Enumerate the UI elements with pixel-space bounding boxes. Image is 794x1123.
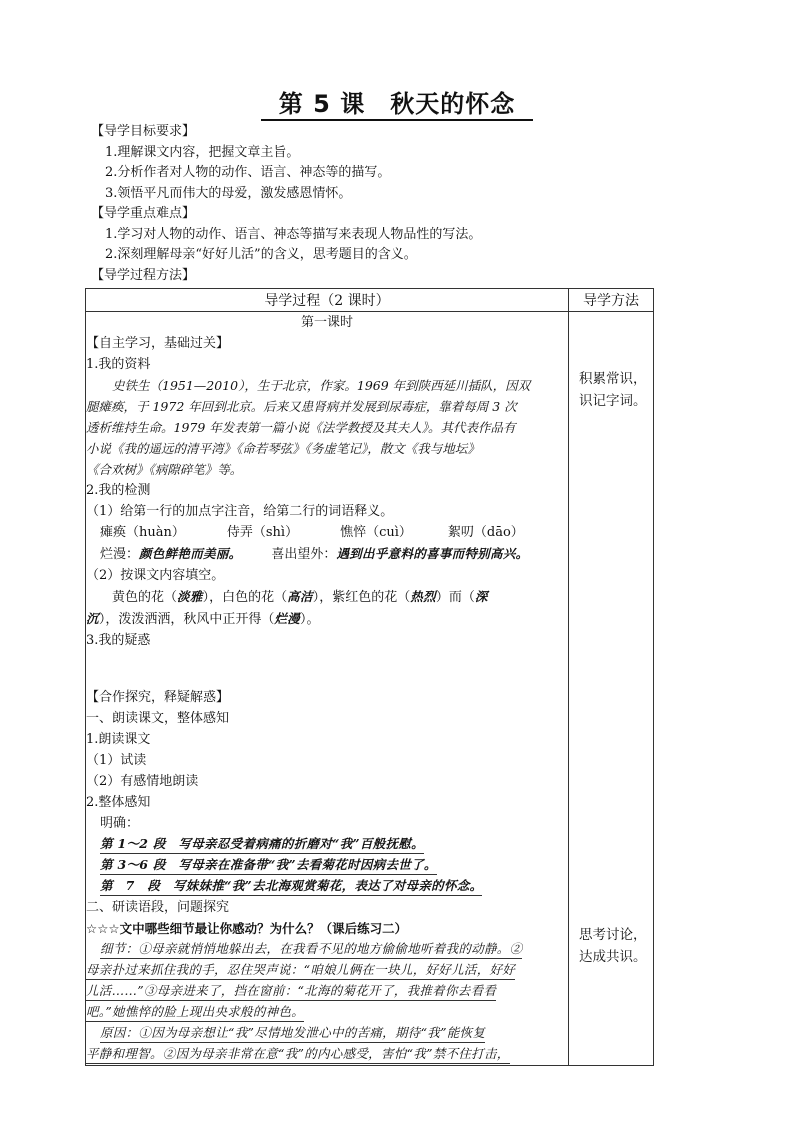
fill-answer: 热烈 bbox=[410, 589, 436, 604]
definition-answer: 颜色鲜艳而美丽。 bbox=[139, 546, 242, 561]
detail-line bbox=[86, 981, 568, 1002]
section-heading: 【合作探究，释疑解惑】 bbox=[86, 690, 230, 705]
definition-word: 喜出望外： bbox=[271, 547, 337, 562]
subheading: 3.我的疑惑 bbox=[86, 633, 151, 648]
goal-item: 3.领悟平凡而伟大的母爱，激发感恩情怀。 bbox=[105, 185, 352, 201]
list-item: （2）有感情地朗读 bbox=[86, 774, 199, 789]
subheading: 2.我的检测 bbox=[86, 483, 151, 498]
definition-word: 烂漫： bbox=[100, 547, 140, 562]
pinyin-item: 憔悴（cuì） bbox=[340, 525, 412, 540]
fill-answer: 深 bbox=[474, 589, 488, 604]
subheading: 2.整体感知 bbox=[86, 795, 151, 810]
pinyin-row bbox=[86, 522, 568, 543]
definition-answer: 遇到出乎意料的喜事而特别高兴。 bbox=[336, 546, 529, 561]
detail-line bbox=[86, 960, 568, 981]
key-point-item: 1.学习对人物的动作、语言、神态等描写来表现人物品性的写法。 bbox=[105, 226, 482, 242]
pinyin-item: 絮叨（dāo） bbox=[447, 525, 524, 540]
list-item: （1）试读 bbox=[86, 753, 147, 768]
process-heading: 【导学过程方法】 bbox=[91, 267, 196, 283]
question: （1）给第一行的加点字注音，给第二行的词语释义。 bbox=[86, 504, 394, 519]
fill-answer: 烂漫 bbox=[274, 611, 300, 626]
fill-answer: 淡雅 bbox=[177, 589, 203, 604]
method-line: 识记字词。 bbox=[579, 393, 647, 409]
method-line: 思考讨论， bbox=[579, 927, 647, 943]
process-cell bbox=[86, 312, 569, 1066]
blank-space bbox=[86, 651, 568, 687]
part-heading: 一、朗读课文，整体感知 bbox=[86, 711, 230, 726]
summary-text: 第 1～2 段 写母亲忍受着病痛的折磨对“我”百般抚慰。 bbox=[100, 835, 424, 854]
pinyin-item: 瘫痪（huàn） bbox=[100, 525, 185, 540]
detail-text: 细节：①母亲就悄悄地躲出去，在我看不见的地方偷偷地听着我的动静。② bbox=[100, 940, 522, 959]
fill-text: ）。 bbox=[299, 612, 320, 627]
lesson-label: 第一课时 bbox=[300, 315, 353, 330]
fill-answer: 沉 bbox=[86, 611, 99, 626]
detail-text: 吧。”她憔悴的脸上现出央求般的神色。 bbox=[86, 1003, 304, 1022]
method-cell bbox=[569, 312, 654, 1066]
key-point-item: 2.深刻理解母亲“好好儿活”的含义，思考题目的含义。 bbox=[105, 247, 417, 262]
guide-table bbox=[85, 288, 654, 1066]
summary-line bbox=[86, 855, 568, 876]
summary-text: 第 3～6 段 写母亲在准备带“我”去看菊花时因病去世了。 bbox=[100, 856, 437, 875]
col-header-process: 导学过程（2 课时） bbox=[86, 289, 569, 312]
summary-text: 第 7 段 写妹妹推“我”去北海观赏菊花，表达了对母亲的怀念。 bbox=[100, 877, 482, 896]
subheading: 1.朗读课文 bbox=[86, 732, 151, 747]
key-points-heading: 【导学重点难点】 bbox=[91, 206, 196, 221]
pinyin-item: 侍弄（shì） bbox=[226, 525, 299, 540]
col-header-method: 导学方法 bbox=[569, 289, 654, 312]
method-line: 达成共识。 bbox=[579, 949, 647, 965]
method-note bbox=[579, 924, 647, 968]
bio-line: 腿瘫痪，于 1972 年回到北京。后来又患肾病并发展到尿毒症，靠着每周 3 次 bbox=[86, 399, 517, 414]
goals-heading: 【导学目标要求】 bbox=[91, 124, 196, 139]
subheading: 1.我的资料 bbox=[86, 357, 151, 372]
fill-text: ），白色的花（ bbox=[202, 590, 288, 605]
reason-line bbox=[86, 1044, 568, 1065]
author-bio bbox=[86, 375, 568, 480]
fill-text: 黄色的花（ bbox=[112, 590, 178, 605]
detail-text: 儿活……”③母亲进来了，挡在窗前：“北海的菊花开了，我推着你去看看 bbox=[86, 982, 496, 1001]
section-heading: 【自主学习，基础过关】 bbox=[86, 336, 230, 351]
goal-item: 2.分析作者对人物的动作、语言、神态等的描写。 bbox=[105, 165, 391, 180]
method-line: 积累常识， bbox=[579, 371, 647, 387]
reason-text: 原因：①因为母亲想让“我”尽情地发泄心中的苦痛，期待“我”能恢复 bbox=[100, 1024, 485, 1043]
reason-line bbox=[86, 1023, 568, 1044]
fill-text: ）而（ bbox=[435, 590, 475, 605]
reason-text: 平静和理智。②因为母亲非常在意“我”的内心感受，害怕“我”禁不住打击， bbox=[86, 1045, 510, 1064]
detail-text: 母亲扑过来抓住我的手，忍住哭声说：“咱娘儿俩在一块儿，好好儿活，好好 bbox=[86, 961, 515, 980]
fill-line bbox=[86, 586, 568, 608]
bio-line: 史铁生（1951—2010），生于北京，作家。1969 年到陕西延川插队，因双 bbox=[112, 378, 531, 393]
fill-text: ），紫红色的花（ bbox=[312, 590, 411, 605]
bio-line: 小说《我的遥远的清平湾》《命若琴弦》《务虚笔记》，散文《我与地坛》 bbox=[86, 441, 480, 456]
bio-line: 《合欢树》《病隙碎笔》等。 bbox=[86, 462, 243, 477]
clarify-label: 明确： bbox=[100, 816, 140, 831]
part-heading: 二、研读语段，问题探究 bbox=[86, 900, 230, 915]
question-heading: ☆☆☆文中哪些细节最让你感动？为什么？（课后练习二） bbox=[86, 921, 408, 936]
fill-answer: 高洁 bbox=[287, 589, 313, 604]
bio-line: 透析维持生命。1979 年发表第一篇小说《法学教授及其夫人》。其代表作品有 bbox=[86, 420, 516, 435]
detail-line bbox=[86, 939, 568, 960]
summary-line bbox=[86, 834, 568, 855]
intro-section bbox=[91, 122, 671, 286]
fill-line bbox=[86, 608, 568, 630]
fill-text: ），泼泼洒洒，秋风中正开得（ bbox=[98, 612, 275, 627]
summary-line bbox=[86, 876, 568, 897]
goal-item: 1.理解课文内容，把握文章主旨。 bbox=[105, 144, 300, 160]
definition-row bbox=[86, 543, 568, 565]
question: （2）按课文内容填空。 bbox=[86, 568, 225, 583]
page-title: 第 5 课 秋天的怀念 bbox=[0, 84, 794, 119]
method-note bbox=[569, 312, 653, 412]
detail-line bbox=[86, 1002, 568, 1023]
